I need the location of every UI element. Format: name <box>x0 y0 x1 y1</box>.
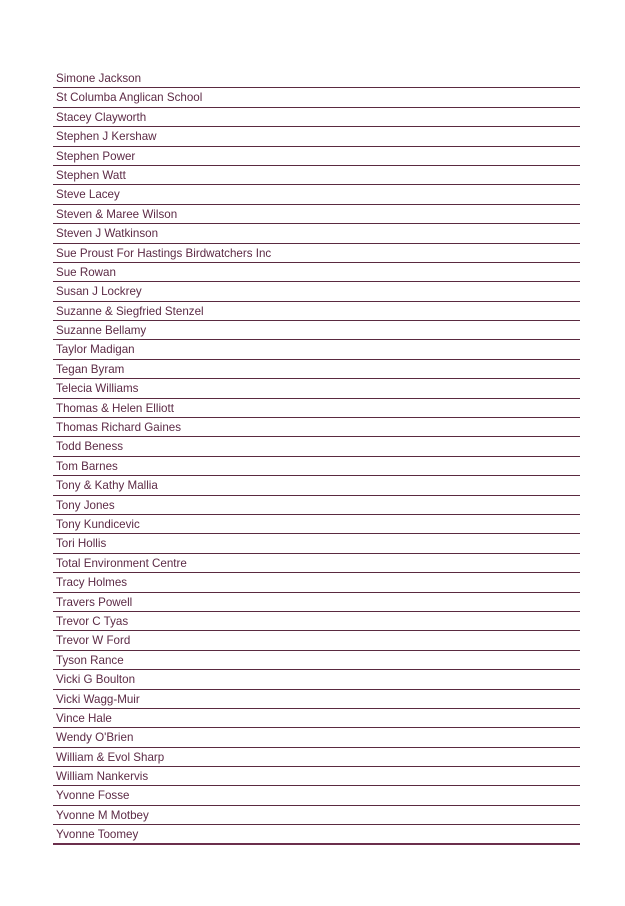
list-item: Trevor C Tyas <box>53 612 580 631</box>
list-item: Total Environment Centre <box>53 554 580 573</box>
list-item: William & Evol Sharp <box>53 748 580 767</box>
list-item: Vicki Wagg-Muir <box>53 690 580 709</box>
list-item: Steven & Maree Wilson <box>53 205 580 224</box>
list-item: Suzanne & Siegfried Stenzel <box>53 302 580 321</box>
list-item: Tony & Kathy Mallia <box>53 476 580 495</box>
list-item: Simone Jackson <box>53 69 580 88</box>
list-item: Yvonne Fosse <box>53 786 580 805</box>
list-item: Tony Kundicevic <box>53 515 580 534</box>
list-item: Stephen Watt <box>53 166 580 185</box>
list-item: Trevor W Ford <box>53 631 580 650</box>
list-item: Stephen J Kershaw <box>53 127 580 146</box>
list-item: Stacey Clayworth <box>53 108 580 127</box>
list-item: Tegan Byram <box>53 360 580 379</box>
list-item: Sue Proust For Hastings Birdwatchers Inc <box>53 244 580 263</box>
list-item: Telecia Williams <box>53 379 580 398</box>
list-item: Steven J Watkinson <box>53 224 580 243</box>
list-item: Thomas Richard Gaines <box>53 418 580 437</box>
name-list <box>53 69 580 845</box>
list-item: Todd Beness <box>53 437 580 456</box>
list-item: Yvonne Toomey <box>53 825 580 844</box>
list-item: Tony Jones <box>53 496 580 515</box>
list-item: Tori Hollis <box>53 534 580 553</box>
list-item: Stephen Power <box>53 147 580 166</box>
list-item: Vince Hale <box>53 709 580 728</box>
list-item: Taylor Madigan <box>53 340 580 359</box>
list-item: Tom Barnes <box>53 457 580 476</box>
list-item: Susan J Lockrey <box>53 282 580 301</box>
list-item: Thomas & Helen Elliott <box>53 399 580 418</box>
list-item: Tracy Holmes <box>53 573 580 592</box>
list-item: Travers Powell <box>53 593 580 612</box>
list-item: St Columba Anglican School <box>53 88 580 107</box>
list-item: Yvonne M Motbey <box>53 806 580 825</box>
list-item: Sue Rowan <box>53 263 580 282</box>
list-item: Suzanne Bellamy <box>53 321 580 340</box>
list-item: Vicki G Boulton <box>53 670 580 689</box>
list-item: William Nankervis <box>53 767 580 786</box>
list-item: Tyson Rance <box>53 651 580 670</box>
list-item: Wendy O'Brien <box>53 728 580 747</box>
list-item: Steve Lacey <box>53 185 580 204</box>
